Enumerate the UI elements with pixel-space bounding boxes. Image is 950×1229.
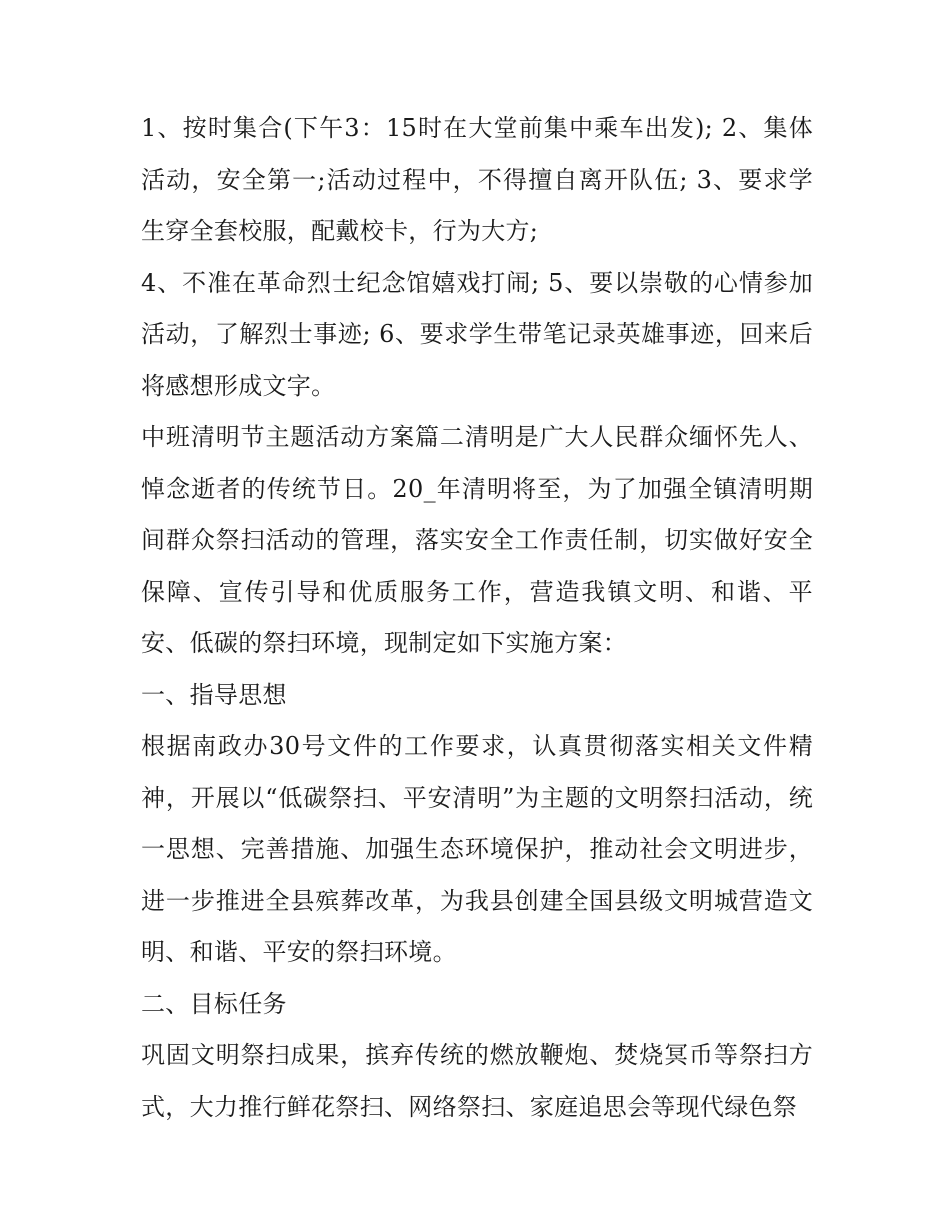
paragraph-guiding-ideology: 根据南政办30号文件的工作要求，认真贯彻落实相关文件精神，开展以“低碳祭扫、平安清明”为主题的文明祭扫活动，统一思想、完善措施、加强生态环境保护，推动社会文明进步，进一步推进全县殡葬改革，为我县创建全国县级文明城营造文明、和谐、平安的祭扫环境。: [141, 732, 813, 966]
paragraph-rules-part-1: 1、按时集合(下午3：15时在大堂前集中乘车出发); 2、集体活动，安全第一;活动过程中，不得擅自离开队伍; 3、要求学生穿全套校服，配戴校卡，行为大方;: [141, 114, 813, 245]
paragraph-rules-part-2: 4、不准在革命烈士纪念馆嬉戏打闹; 5、要以崇敬的心情参加活动，了解烈士事迹; 6、要求学生带笔记录英雄事迹，回来后将感想形成文字。: [141, 268, 813, 400]
section-heading-guiding-ideology: 一、指导思想: [141, 680, 287, 709]
paragraph-goals-tasks: 巩固文明祭扫成果，摈弃传统的燃放鞭炮、焚烧冥币等祭扫方式，大力推行鲜花祭扫、网络祭扫、家庭追思会等现代绿色祭: [141, 1041, 813, 1121]
paragraph-plan-intro: 中班清明节主题活动方案篇二清明是广大人民群众缅怀先人、悼念逝者的传统节日。20_年清明将至，为了加强全镇清明期间群众祭扫活动的管理，落实安全工作责任制，切实做好安全保障、宣传引导和优质服务工作，营造我镇文明、和谐、平安、低碳的祭扫环境，现制定如下实施方案：: [141, 423, 813, 657]
document-body: [141, 103, 813, 1133]
section-heading-goals-tasks: 二、目标任务: [141, 989, 287, 1018]
